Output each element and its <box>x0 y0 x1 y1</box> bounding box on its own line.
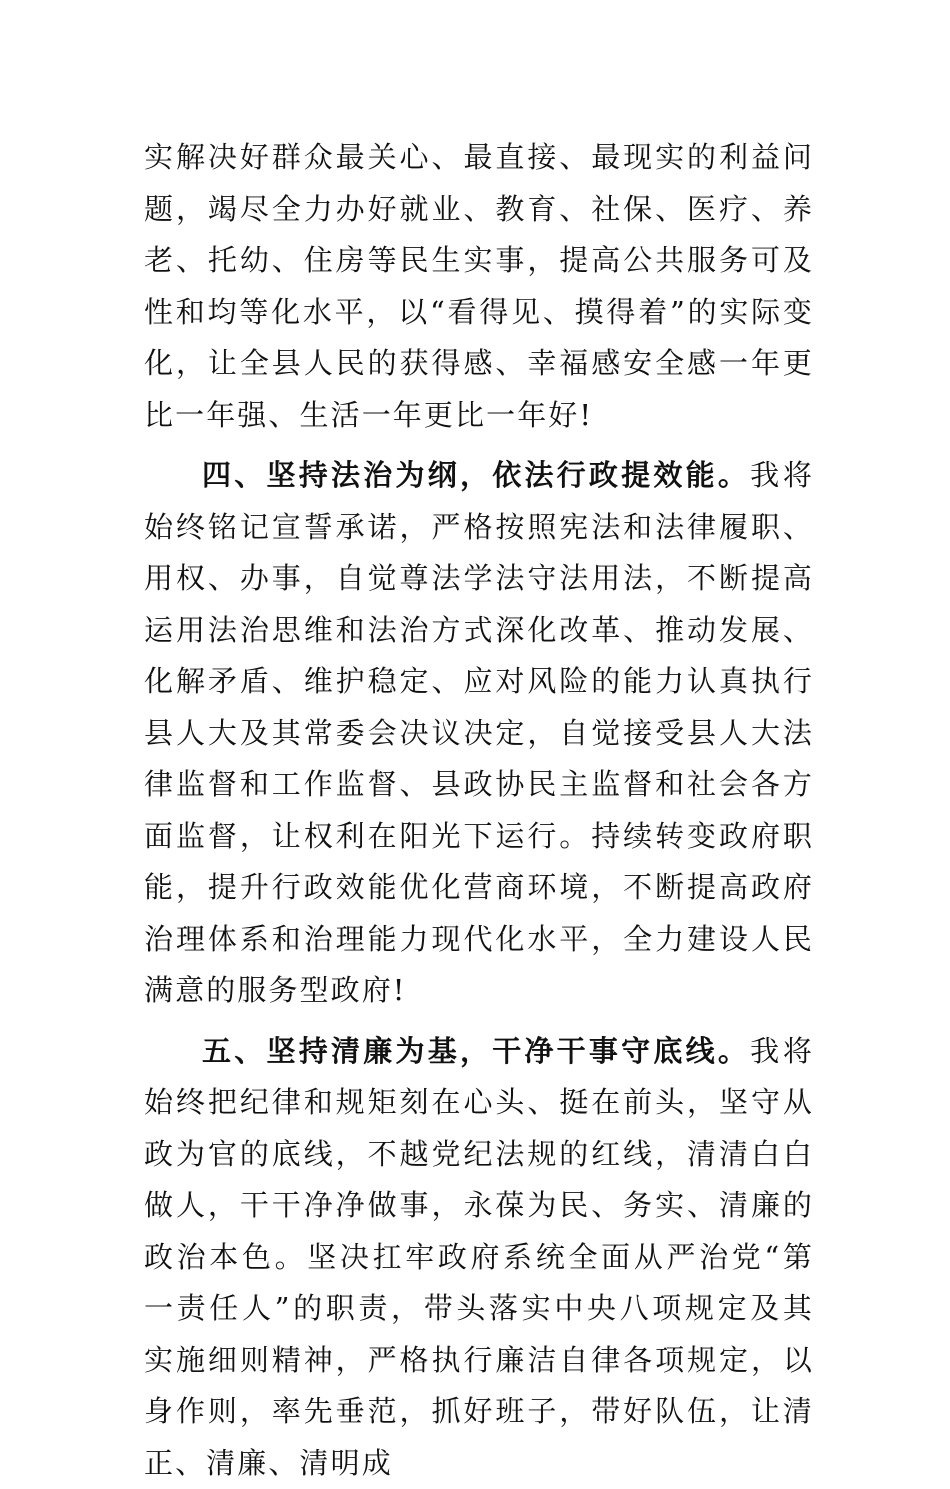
document-body <box>144 132 814 1489</box>
section-5-heading: 五、坚持清廉为基，干净干事守底线。 <box>202 1034 750 1068</box>
section-4-heading: 四、坚持法治为纲，依法行政提效能。 <box>202 458 750 492</box>
paragraph-1-body: 实解决好群众最关心、最直接、最现实的利益问题，竭尽全力办好就业、教育、社保、医疗、养老、托幼、住房等民生实事，提高公共服务可及性和均等化水平，以“看得见、摸得着”的实际变化，让全县人民的获得感、幸福感安全感一年更比一年强、生活一年更比一年好! <box>144 140 814 432</box>
paragraph-2-body: 我将始终铭记宣誓承诺，严格按照宪法和法律履职、用权、办事，自觉尊法学法守法用法，不断提高运用法治思维和法治方式深化改革、推动发展、化解矛盾、维护稳定、应对风险的能力认真执行县人大及其常委会决议决定，自觉接受县人大法律监督和工作监督、县政协民主监督和社会各方面监督，让权利在阳光下运行。持续转变政府职能，提升行政效能优化营商环境，不断提高政府治理体系和治理能力现代化水平，全力建设人民满意的服务型政府! <box>144 458 814 1007</box>
paragraph-gap <box>144 1017 814 1026</box>
paragraph-gap <box>144 441 814 450</box>
paragraph-3-body: 我将始终把纪律和规矩刻在心头、挺在前头，坚守从政为官的底线，不越党纪法规的红线，清清白白做人，干干净净做事，永葆为民、务实、清廉的政治本色。坚决扛牢政府系统全面从严治党“第一责任人”的职责，带头落实中央八项规定及其实施细则精神，严格执行廉洁自律各项规定，以身作则，率先垂范，抓好班子，带好队伍，让清正、清廉、清明成 <box>144 1034 814 1480</box>
paragraph-1 <box>144 132 814 441</box>
paragraph-3 <box>144 1026 814 1489</box>
paragraph-2 <box>144 450 814 1017</box>
